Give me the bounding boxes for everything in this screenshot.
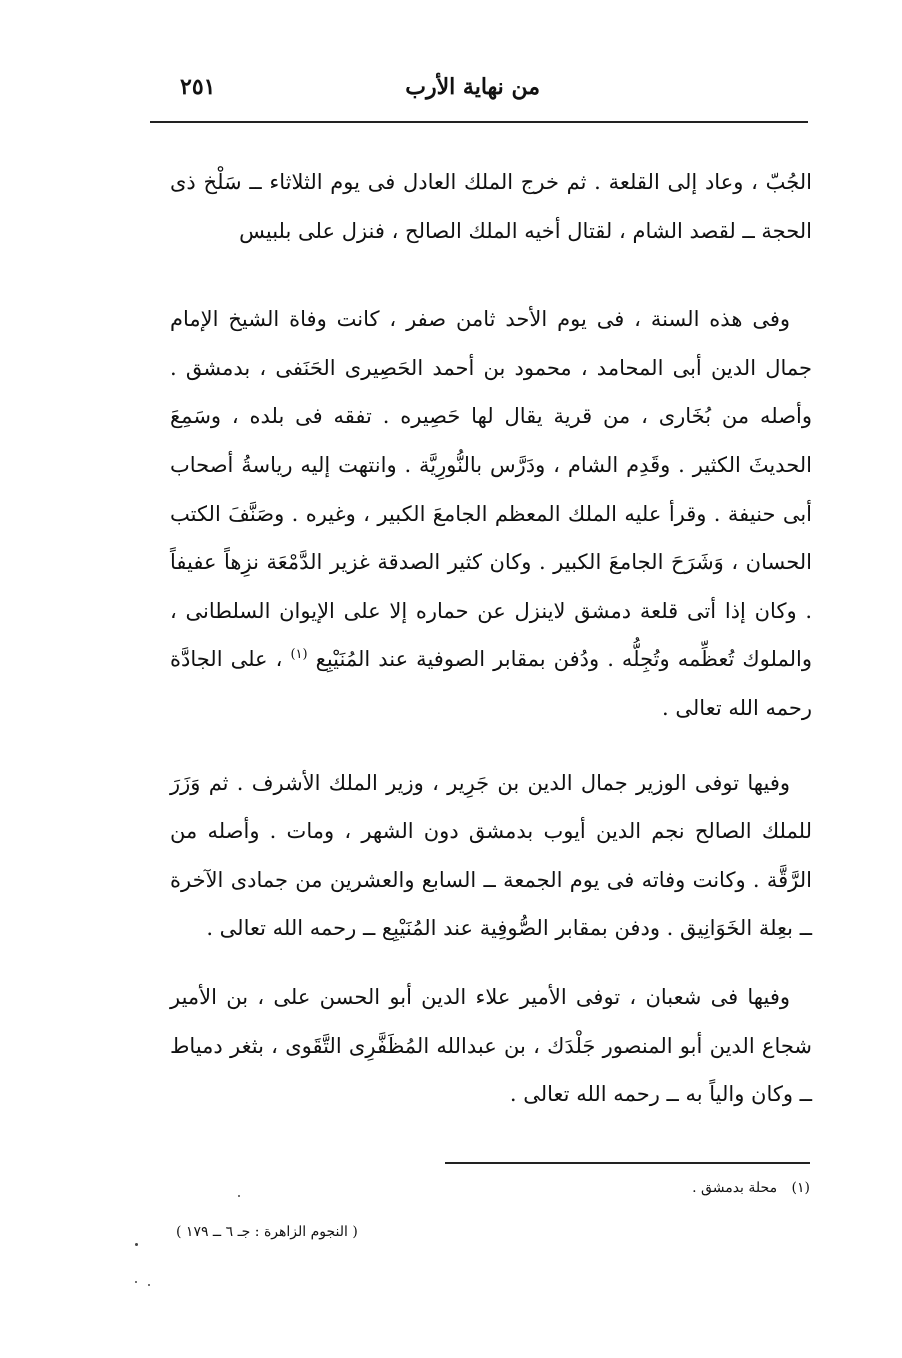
paragraph-4: وفيها فى شعبان ، توفى الأمير علاء الدين أبو الحسن على ، بن الأمير شجاع الدين أبو المنصور جَلْدَك ، بن عبدالله المُظَفَّرِى التَّقَوى ، بثغر دمياط ــ وكان والياً به ــ رحمه الله تعالى . <box>170 984 812 1107</box>
paragraph-gap <box>170 953 812 973</box>
paragraph-2-text: وفى هذه السنة ، فى يوم الأحد ثامن صفر ، كانت وفاة الشيخ الإمام جمال الدين أبى المحامد ، محمود بن أحمد الحَصِيرى الحَنَفى ، بدمشق . وأصله من بُخَارى ، من قرية يقال لها حَصِيره . تفقه فى بلده ، وسَمِعَ الحديثَ الكثير . وقَدِم الشام ، ودَرَّس بالنُّورِيَّة . وانتهت إليه رياسةُ أصحاب أبى حنيفة . وقرأ عليه الملك المعظم الجامعَ الكبير ، وغيره . وصَنَّفَ الكتب الحسان ، وَشَرَحَ الجامعَ الكبير . وكان كثير الصدقة غزير الدَّمْعَة نزِهاً عفيفاً . وكان إذا أتى قلعة دمشق لاينزل عن حماره إلا على الإيوان السلطانى ، والملوك تُعظِّمه وتُجِلُّه . ودُفن بمقابر الصوفية عند المُنَيْبِع <box>170 307 812 672</box>
page-header <box>150 62 810 112</box>
paragraph-gap <box>170 255 812 295</box>
paragraph-3: وفيها توفى الوزير جمال الدين بن جَرِير ، وزير الملك الأشرف . ثم وَزَرَ للملك الصالح نجم الدين أيوب بدمشق دون الشهر ، ومات . وأصله من الرَّقَّة . وكانت وفاته فى يوم الجمعة ــ السابع والعشرين من جمادى الآخرة ــ بعِلة الخَوَانِيق . ودفن بمقابر الصُّوفِية عند المُنَيْبِع ــ رحمه الله تعالى . <box>170 770 812 941</box>
paper-speck <box>148 1284 150 1286</box>
running-title: من نهاية الأرب <box>405 74 540 100</box>
paragraph-2 <box>170 295 812 732</box>
footnote-number: (١) <box>791 1180 810 1196</box>
main-text <box>170 158 812 1119</box>
paper-speck <box>238 1195 240 1197</box>
page-number: ٢٥١ <box>180 74 216 100</box>
header-rule <box>150 121 808 123</box>
printer-signature: ( النجوم الزاهرة : جـ ٦ ــ ١٧٩ ) <box>176 1224 358 1240</box>
paragraph-1: الجُبّ ، وعاد إلى القلعة . ثم خرج الملك العادل فى يوم الثلاثاء ــ سَلْخ ذى الحجة ــ لقصد الشام ، لقتال أخيه الملك الصالح ، فنزل على بلبيس <box>170 170 812 243</box>
footnote-marker: (١) <box>290 647 308 663</box>
paper-speck <box>135 1243 138 1246</box>
paragraph-2-tail: ، على الجادَّة رحمه الله تعالى . <box>170 647 812 720</box>
footnote-text: محلة بدمشق . <box>692 1180 778 1196</box>
paper-speck <box>135 1281 137 1283</box>
footnote <box>692 1180 810 1196</box>
paragraph-gap <box>170 733 812 759</box>
footnote-rule <box>445 1162 810 1164</box>
